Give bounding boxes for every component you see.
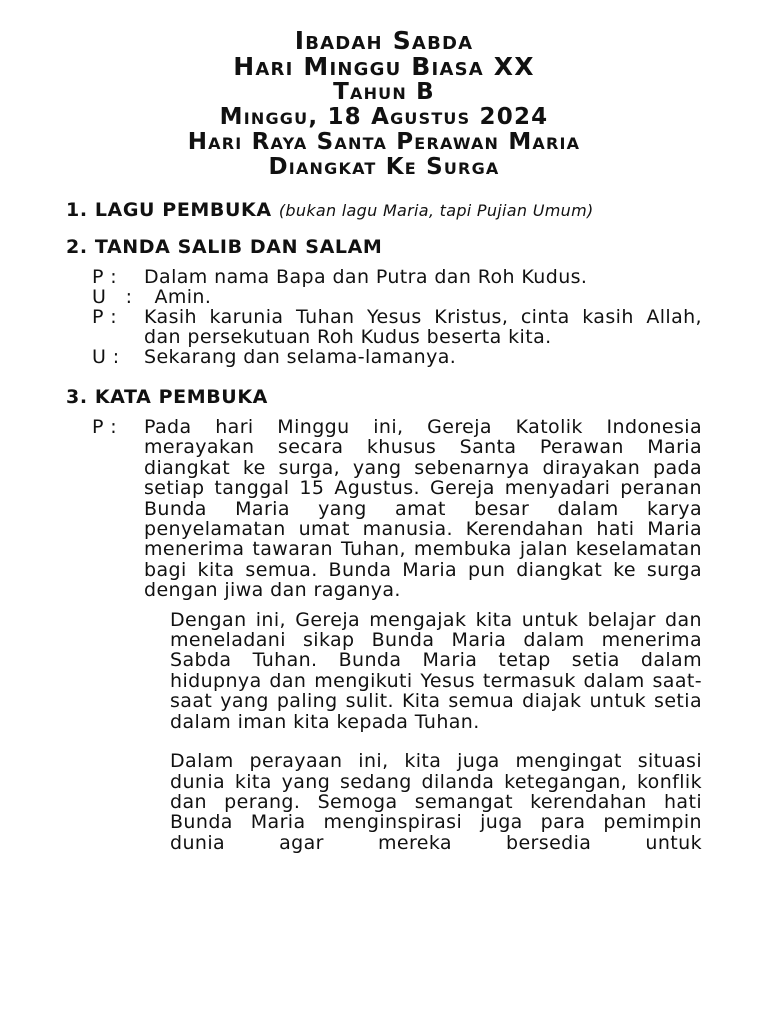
section-kata-pembuka: [66, 387, 702, 853]
title-line-4: Minggu, 18 Agustus 2024: [219, 104, 549, 130]
title-line-2: Hari Minggu Biasa XX: [233, 52, 535, 81]
paragraph: Pada hari Minggu ini, Gereja Katolik Indonesia merayakan secara khusus Santa Perawan Maria diangkat ke surga, yang sebenarnya dirayakan pada setiap tanggal 15 Agustus. Gereja menyadari peranan Bunda Maria yang amat besar dalam karya penyelamatan umat manusia. Kerendahan hati Maria menerima tawaran Tuhan, membuka jalan keselamatan bagi kita semua. Bunda Maria pun diangkat ke surga dengan jiwa dan raganya.: [144, 416, 702, 602]
dialogue-row: [92, 267, 702, 287]
section-heading: 3. KATA PEMBUKA: [66, 386, 268, 408]
dialogue-text: Amin.: [154, 286, 212, 308]
speaker-label: P :: [92, 416, 118, 438]
dialogue-row: [92, 417, 702, 601]
section-tanda-salib: [66, 237, 702, 367]
section-note: (bukan lagu Maria, tapi Pujian Umum): [278, 201, 594, 220]
section-heading: 2. TANDA SALIB DAN SALAM: [66, 236, 383, 258]
title-block: [0, 0, 768, 180]
title-line-3: Tahun B: [333, 79, 435, 105]
dialogue: [92, 417, 702, 853]
title-line-6: Diangkat Ke Surga: [268, 154, 500, 180]
dialogue-text: Sekarang dan selama-lamanya.: [144, 346, 457, 368]
section-title: 1. LAGU PEMBUKA: [66, 199, 272, 221]
section-lagu-pembuka: [66, 200, 702, 221]
dialogue: [92, 267, 702, 367]
dialogue-row: [92, 287, 702, 307]
speaker-label: U :: [92, 286, 133, 308]
speaker-label: U :: [92, 346, 120, 368]
paragraph: Dalam perayaan ini, kita juga mengingat situasi dunia kita yang sedang dilanda ketegangan, konflik dan perang. Semoga semangat kerendahan hati Bunda Maria menginspirasi juga para pemimpin dunia agar mereka bersedia untuk: [170, 750, 702, 854]
section-heading: [66, 200, 702, 221]
dialogue-text: Dalam nama Bapa dan Putra dan Roh Kudus.: [144, 266, 588, 288]
paragraph: Dengan ini, Gereja mengajak kita untuk belajar dan meneladani sikap Bunda Maria dalam menerima Sabda Tuhan. Bunda Maria tetap setia dalam hidupnya dan mengikuti Yesus termasuk dalam saat-saat yang paling sulit. Kita semua diajak untuk setia dalam iman kita kepada Tuhan.: [170, 608, 702, 733]
dialogue-row: [92, 307, 702, 347]
dialogue-row: [92, 347, 702, 367]
dialogue-text: Kasih karunia Tuhan Yesus Kristus, cinta kasih Allah, dan persekutuan Roh Kudus beserta kita.: [144, 306, 702, 348]
title-line-1: Ibadah Sabda: [294, 26, 474, 55]
speaker-label: P :: [92, 306, 118, 328]
speaker-label: P :: [92, 266, 118, 288]
title-line-5: Hari Raya Santa Perawan Maria: [187, 129, 581, 155]
